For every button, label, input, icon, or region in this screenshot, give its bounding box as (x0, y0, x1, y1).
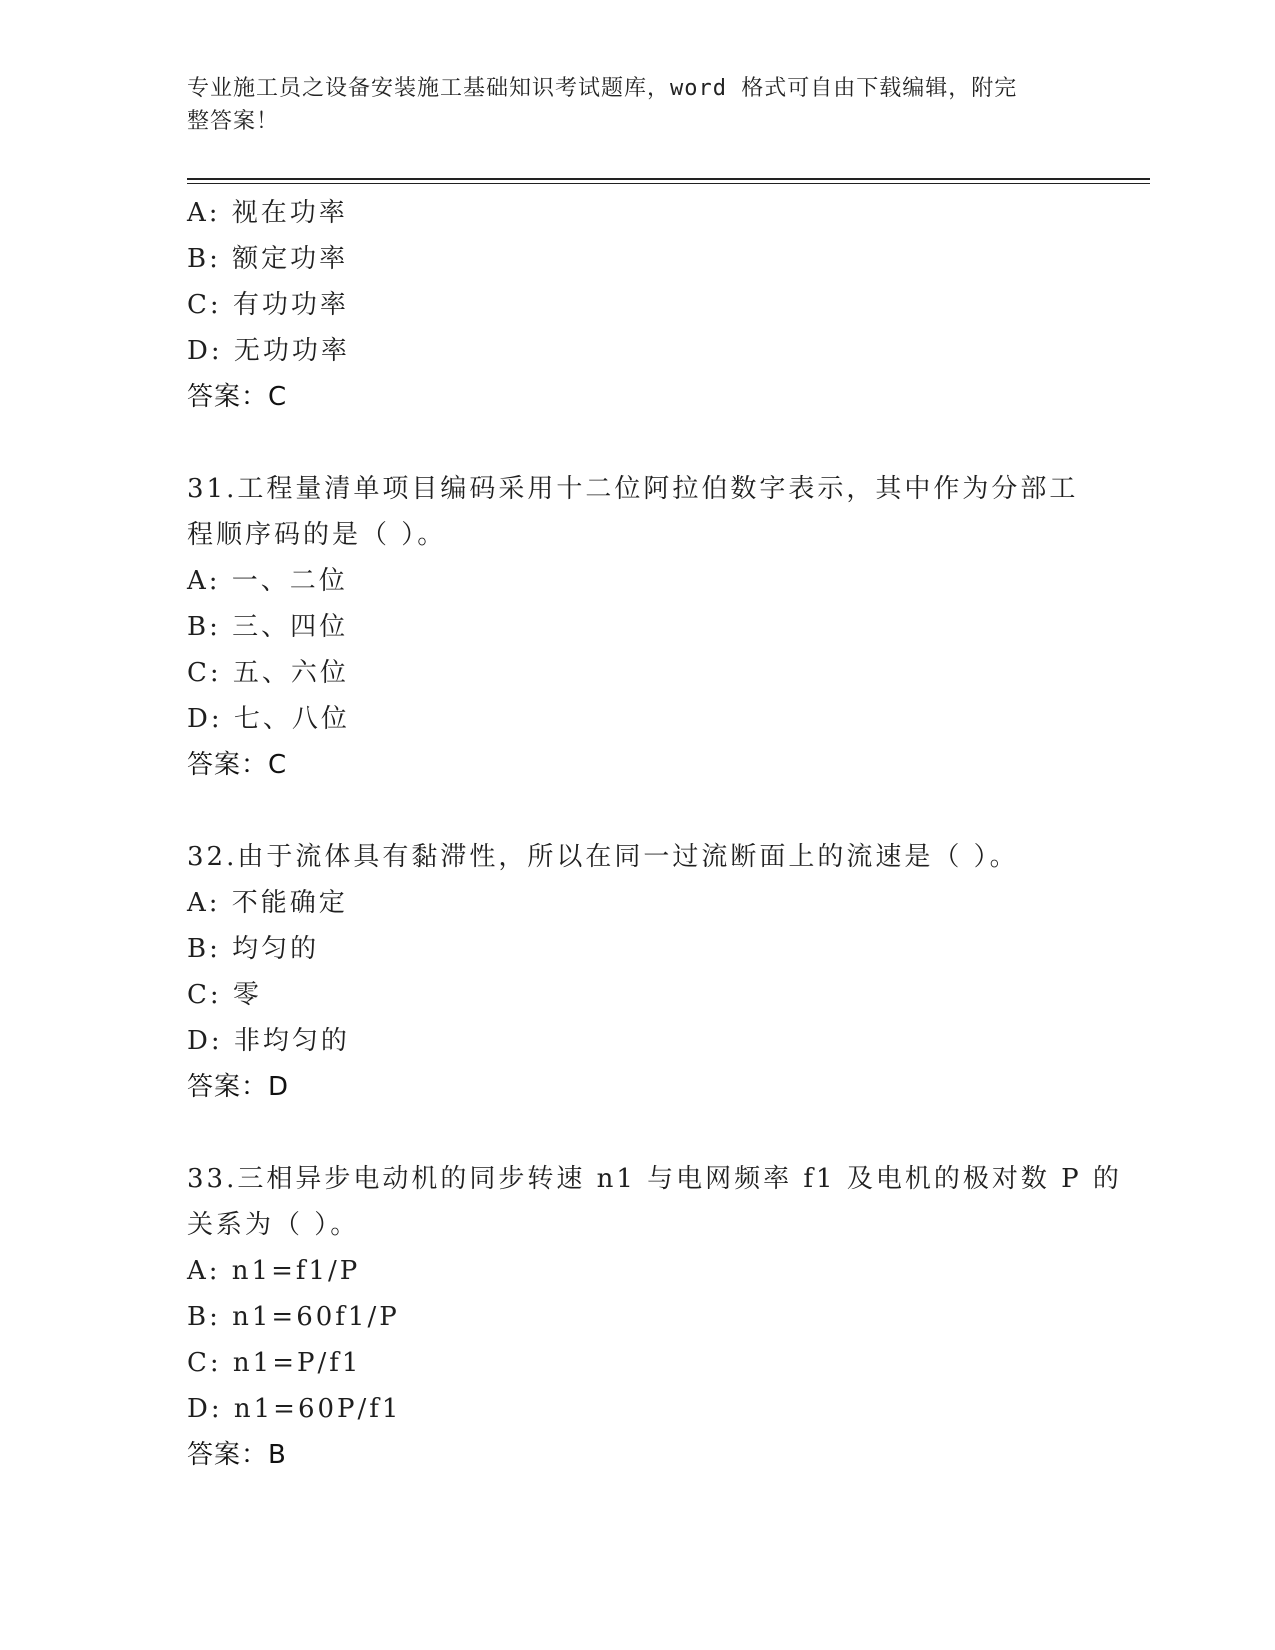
answer-line: 答案：B (187, 1440, 287, 1470)
question-31 (187, 466, 1087, 788)
header-divider-thick (187, 178, 1150, 180)
spacer (187, 1110, 1087, 1156)
question-33 (187, 1156, 1122, 1478)
question-list (187, 190, 1122, 1478)
answer-line: 答案：C (187, 382, 288, 412)
option-d: D: 七、八位 (187, 704, 350, 734)
option-b: B: 三、四位 (187, 612, 349, 642)
option-d: D: 无功功率 (187, 336, 350, 366)
question-text-line-1: 33.三相异步电动机的同步转速 n1 与电网频率 f1 及电机的极对数 P 的 (187, 1164, 1122, 1194)
answer-line: 答案：D (187, 1072, 290, 1102)
spacer (187, 420, 1087, 466)
option-b: B: 均匀的 (187, 934, 320, 964)
option-b: B: n1=60f1/P (187, 1302, 400, 1332)
header-divider-thin (187, 183, 1150, 184)
option-c: C: 零 (187, 980, 262, 1010)
option-d: D: 非均匀的 (187, 1026, 350, 1056)
question-text-line-1: 32.由于流体具有黏滞性，所以在同一过流断面上的流速是（ ）。 (187, 842, 1019, 872)
option-c: C: 有功功率 (187, 290, 349, 320)
question-text-line-2: 关系为（ ）。 (187, 1210, 360, 1240)
question-text-line-1: 31.工程量清单项目编码采用十二位阿拉伯数字表示，其中作为分部工 (187, 474, 1079, 504)
header-line-1: 专业施工员之设备安装施工基础知识考试题库，word 格式可自由下载编辑，附完 (187, 76, 1018, 101)
option-b: B: 额定功率 (187, 244, 349, 274)
spacer (187, 788, 1087, 834)
option-c: C: 五、六位 (187, 658, 349, 688)
answer-line: 答案：C (187, 750, 288, 780)
option-a: A: 不能确定 (187, 888, 348, 918)
option-a: A: 一、二位 (187, 566, 348, 596)
option-a: A: 视在功率 (187, 198, 348, 228)
header-line-2: 整答案！ (187, 109, 280, 134)
question-32 (187, 834, 1087, 1110)
question-30-continuation (187, 190, 1087, 420)
option-a: A: n1=f1/P (187, 1256, 361, 1286)
document-header (187, 72, 1067, 138)
option-d: D: n1=60P/f1 (187, 1394, 402, 1424)
option-c: C: n1=P/f1 (187, 1348, 362, 1378)
question-text-line-2: 程顺序码的是（ ）。 (187, 520, 447, 550)
